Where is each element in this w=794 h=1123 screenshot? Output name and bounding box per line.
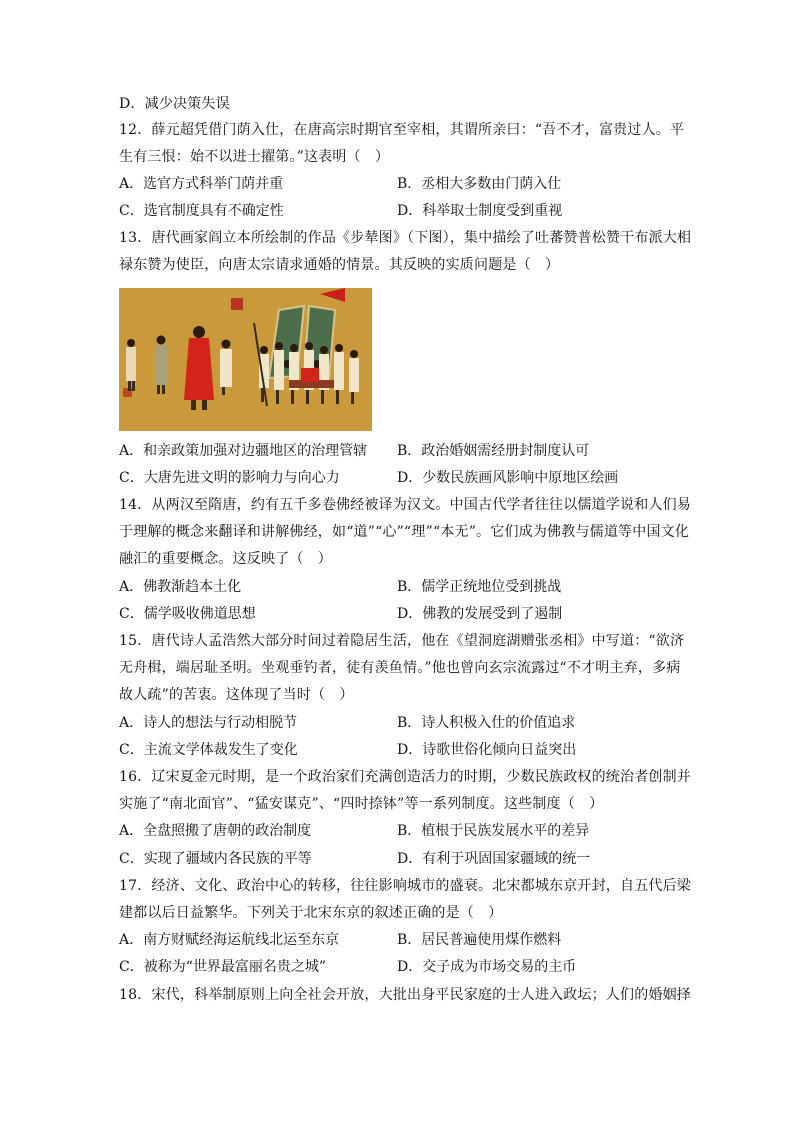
q13-option-b: B．政治婚姻需经册封制度认可	[397, 443, 590, 459]
q16-stem-line2: 实施了“南北面官”、“猛安谋克”、“四时捺钵”等一系列制度。这些制度（ ）	[119, 796, 604, 812]
painting-illustration	[119, 288, 372, 431]
q16-option-a: A．全盘照搬了唐朝的政治制度	[119, 823, 312, 839]
q14-option-a: A．佛教渐趋本土化	[119, 579, 242, 595]
bunian-tu-painting	[119, 288, 372, 431]
q18-stem-line1: 18．宋代，科举制原则上向全社会开放，大批出身平民家庭的士人进入政坛；人们的婚姻择	[119, 987, 692, 1003]
q12-stem-line1: 12．薛元超凭借门荫入仕，在唐高宗时期官至宰相，其谓所亲曰：“吾不才，富贵过人。平	[119, 122, 685, 138]
q14-option-d: D．佛教的发展受到了遏制	[397, 606, 563, 622]
q17-option-d: D．交子成为市场交易的主币	[397, 959, 577, 975]
q16-option-c: C．实现了疆域内各民族的平等	[119, 851, 312, 867]
q17-option-b: B．居民普遍使用煤作燃料	[397, 932, 562, 948]
q14-option-c: C．儒学吸收佛道思想	[119, 606, 256, 622]
q13-stem-line1: 13．唐代画家阎立本所绘制的作品《步辇图》（下图），集中描绘了吐蕃赞普松赞干布派大相	[119, 230, 692, 246]
q16-option-b: B．植根于民族发展水平的差异	[397, 823, 590, 839]
q14-stem-line1: 14．从两汉至隋唐，约有五千多卷佛经被译为汉文。中国古代学者往往以儒道学说和人们易	[119, 497, 692, 513]
q16-option-d: D．有利于巩固国家疆域的统一	[397, 851, 591, 867]
q15-stem-line1: 15．唐代诗人孟浩然大部分时间过着隐居生活，他在《望洞庭湖赠张丞相》中写道：“欲济	[119, 633, 685, 649]
q15-stem-line2: 无舟楫，端居耻圣明。坐观垂钓者，徒有羡鱼情。”他也曾向玄宗流露过“不才明主弃，多病	[119, 660, 681, 676]
q17-stem-line2: 建都以后日益繁华。下列关于北宋东京的叙述正确的是（ ）	[119, 905, 503, 921]
q12-stem-line2: 生有三恨：始不以进士擢第。”这表明（ ）	[119, 149, 390, 165]
q12-option-b: B．丞相大多数由门荫入仕	[397, 176, 562, 192]
q13-option-a: A．和亲政策加强对边疆地区的治理管辖	[119, 443, 368, 459]
q15-option-b: B．诗人积极入仕的价值追求	[397, 715, 576, 731]
q13-stem-line2: 禄东赞为使臣，向唐太宗请求通婚的情景。其反映的实质问题是（ ）	[119, 257, 560, 273]
q11-option-d: D．减少决策失误	[119, 96, 230, 112]
q13-option-c: C．大唐先进文明的影响力与向心力	[119, 470, 340, 486]
q15-option-c: C．主流文学体裁发生了变化	[119, 742, 298, 758]
q14-stem-line2: 于理解的概念来翻译和讲解佛经，如“道”“心”“理”“本无”。它们成为佛教与儒道等中国文化	[119, 524, 690, 540]
q15-stem-line3: 故人疏”的苦衷。这体现了当时（ ）	[119, 687, 354, 703]
q17-option-c: C．被称为“世界最富丽名贵之城”	[119, 959, 327, 975]
q17-option-a: A．南方财赋经海运航线北运至东京	[119, 932, 340, 948]
q12-option-c: C．选官制度具有不确定性	[119, 203, 284, 219]
q14-option-b: B．儒学正统地位受到挑战	[397, 579, 562, 595]
q17-stem-line1: 17．经济、文化、政治中心的转移，往往影响城市的盛衰。北宋都城东京开封，自五代后梁	[119, 878, 692, 894]
q12-option-a: A．选官方式科举门荫并重	[119, 176, 284, 192]
q15-option-d: D．诗歌世俗化倾向日益突出	[397, 742, 577, 758]
q12-option-d: D．科举取士制度受到重视	[397, 203, 563, 219]
q14-stem-line3: 融汇的重要概念。这反映了（ ）	[119, 551, 332, 567]
q15-option-a: A．诗人的想法与行动相脱节	[119, 715, 298, 731]
q16-stem-line1: 16．辽宋夏金元时期，是一个政治家们充满创造活力的时期，少数民族政权的统治者创制并	[119, 769, 692, 785]
q13-option-d: D．少数民族画风影响中原地区绘画	[397, 470, 619, 486]
